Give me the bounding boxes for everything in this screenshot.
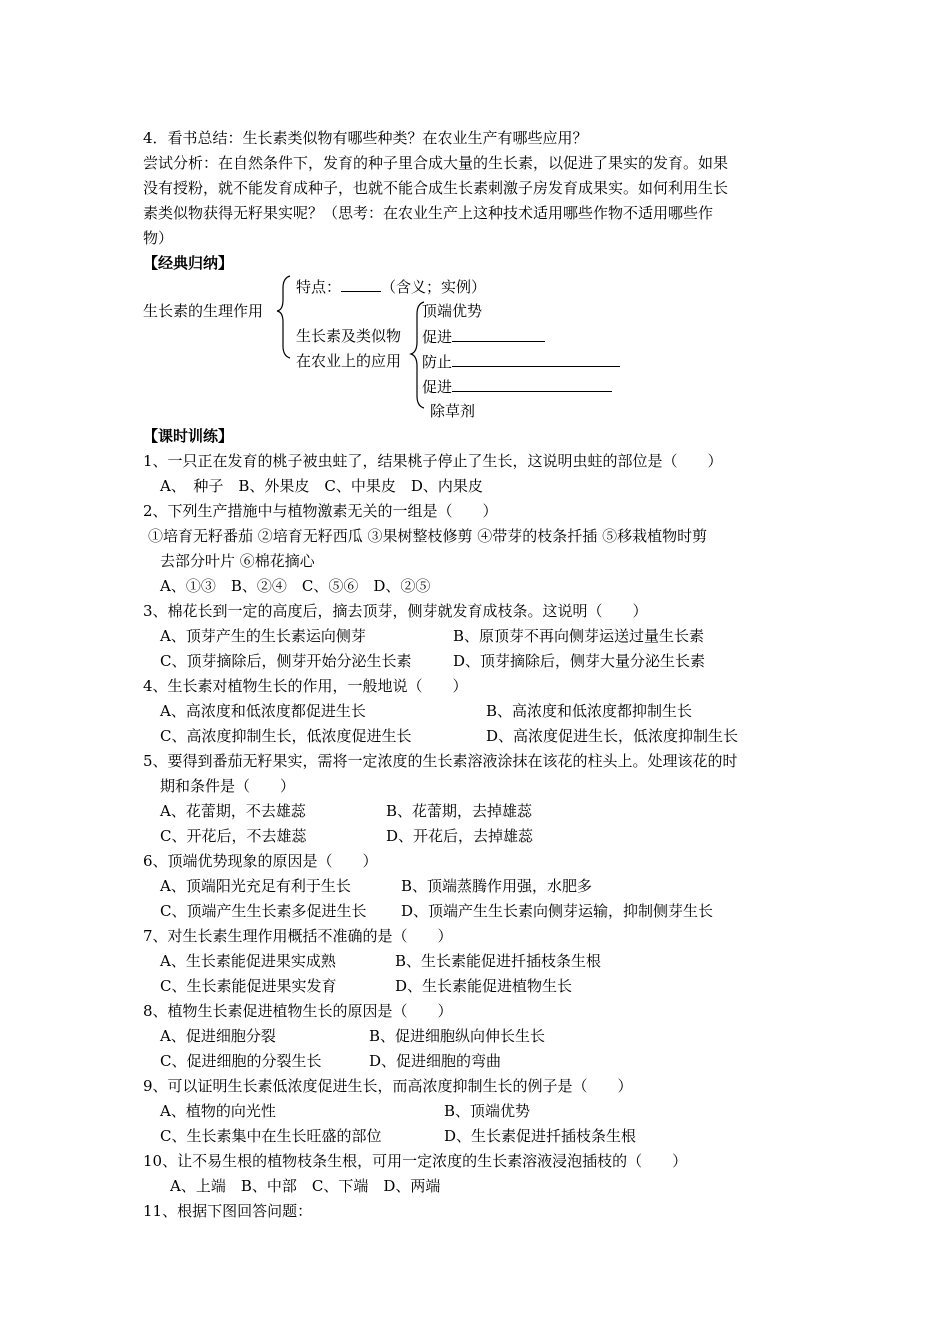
option-row — [160, 1025, 546, 1049]
question-stem: 4、生长素对植物生长的作用，一般地说（ ） — [143, 677, 468, 695]
option: C、高浓度抑制生长，低浓度促进生长 — [160, 727, 412, 745]
option: A、高浓度和低浓度都促进生长 — [160, 702, 366, 720]
option: A、植物的向光性 — [160, 1102, 276, 1120]
option: C、生长素集中在生长旺盛的部位 — [160, 1127, 382, 1145]
question-stem: 9、可以证明生长素低浓度促进生长，而高浓度抑制生长的例子是（ ） — [143, 1077, 633, 1095]
question-stem: 期和条件是（ ） — [160, 777, 296, 795]
option: B、高浓度和低浓度都抑制生长 — [486, 702, 693, 720]
option: D、开花后，去掉雄蕊 — [386, 827, 534, 845]
app-item — [422, 375, 612, 398]
option-row — [160, 825, 534, 849]
analysis-line: 尝试分析：在自然条件下，发育的种子里合成大量的生长素，以促进了果实的发育。如果 — [143, 154, 729, 172]
analysis-line: 物） — [143, 229, 174, 247]
app-blank — [452, 325, 545, 342]
feature-note: （含义；实例） — [381, 278, 487, 296]
section4-question: 4．看书总结：生长素类似物有哪些种类？在农业生产有哪些应用？ — [143, 129, 588, 147]
option-row — [160, 1100, 531, 1124]
summary-heading: 【经典归纳】 — [143, 254, 234, 272]
analysis-line: 素类似物获得无籽果实呢？（思考：在农业生产上这种技术适用哪些作物不适用哪些作 — [143, 204, 714, 222]
option-row — [160, 1125, 637, 1149]
option: A、生长素能促进果实成熟 — [160, 952, 336, 970]
question-stem: 5、要得到番茄无籽果实，需将一定浓度的生长素溶液涂抹在该花的柱头上。处理该花的时 — [143, 752, 738, 770]
app-item — [422, 350, 620, 373]
option: D、高浓度促进生长，低浓度抑制生长 — [486, 727, 739, 745]
option-row — [160, 650, 706, 674]
option: C、顶端产生生长素多促进生长 — [160, 902, 367, 920]
question-stem: 6、顶端优势现象的原因是（ ） — [143, 852, 378, 870]
feature-blank — [341, 275, 381, 292]
feature-item — [296, 275, 486, 298]
option-row — [160, 875, 593, 899]
option-row — [160, 1050, 502, 1074]
option-row — [160, 625, 705, 649]
question-options: A、①③ B、②④ C、⑤⑥ D、②⑤ — [160, 577, 431, 595]
option: A、顶芽产生的生长素运向侧芽 — [160, 627, 366, 645]
option-row — [160, 725, 739, 749]
question-stem: 8、植物生长素促进植物生长的原因是（ ） — [143, 1002, 453, 1020]
option: B、顶端蒸腾作用强，水肥多 — [401, 877, 593, 895]
question-stem: 7、对生长素生理作用概括不准确的是（ ） — [143, 927, 453, 945]
option-row — [160, 950, 602, 974]
option: D、顶芽摘除后，侧芽大量分泌生长素 — [453, 652, 706, 670]
option: C、顶芽摘除后，侧芽开始分泌生长素 — [160, 652, 412, 670]
option: A、促进细胞分裂 — [160, 1027, 276, 1045]
option: B、促进细胞纵向伸长生长 — [369, 1027, 546, 1045]
option: B、花蕾期，去掉雄蕊 — [386, 802, 533, 820]
option-row — [160, 800, 533, 824]
option: D、促进细胞的弯曲 — [369, 1052, 502, 1070]
question-stem: 11、根据下图回答问题： — [143, 1202, 313, 1220]
app-blank — [452, 350, 620, 367]
question-options: A、 种子 B、外果皮 C、中果皮 D、内果皮 — [160, 477, 483, 495]
app-item — [422, 325, 545, 348]
option: A、顶端阳光充足有利于生长 — [160, 877, 351, 895]
app-item: 顶端优势 — [422, 302, 483, 320]
option: C、生长素能促进果实发育 — [160, 977, 337, 995]
app-blank — [452, 375, 612, 392]
option: B、顶端优势 — [444, 1102, 531, 1120]
app-item-label: 防止 — [422, 353, 453, 371]
option: B、生长素能促进扦插枝条生根 — [395, 952, 602, 970]
option-row — [160, 900, 714, 924]
option-row — [160, 700, 693, 724]
analysis-line: 没有授粉，就不能发育成种子，也就不能合成生长素刺激子房发育成果实。如何利用生长 — [143, 179, 729, 197]
question-stem: 2、下列生产措施中与植物激素无关的一组是（ ） — [143, 502, 498, 520]
question-stem: 3、棉花长到一定的高度后，摘去顶芽，侧芽就发育成枝条。这说明（ ） — [143, 602, 648, 620]
app-item: 除草剂 — [430, 402, 476, 420]
option: D、生长素促进扦插枝条生根 — [444, 1127, 637, 1145]
option: B、原顶芽不再向侧芽运送过量生长素 — [453, 627, 705, 645]
app-label-line1: 生长素及类似物 — [296, 327, 402, 345]
app-label-line2: 在农业上的应用 — [296, 352, 402, 370]
question-extra: ①培育无籽番茄 ②培育无籽西瓜 ③果树整枝修剪 ④带芽的枝条扦插 ⑤移栽植物时剪 — [148, 527, 708, 545]
question-extra: 去部分叶片 ⑥棉花摘心 — [160, 552, 315, 570]
app-item-label: 促进 — [422, 328, 453, 346]
option: A、花蕾期，不去雄蕊 — [160, 802, 306, 820]
question-stem: 1、一只正在发育的桃子被虫蛀了，结果桃子停止了生长，这说明虫蛀的部位是（ ） — [143, 452, 723, 470]
question-options: A、上端 B、中部 C、下端 D、两端 — [170, 1177, 441, 1195]
question-stem: 10、让不易生根的植物枝条生根，可用一定浓度的生长素溶液浸泡插枝的（ ） — [143, 1152, 688, 1170]
main-brace — [277, 276, 290, 358]
option: C、促进细胞的分裂生长 — [160, 1052, 322, 1070]
app-item-label: 促进 — [422, 378, 453, 396]
feature-label: 特点： — [296, 278, 342, 296]
option: C、开花后，不去雄蕊 — [160, 827, 307, 845]
option: D、顶端产生生长素向侧芽运输，抑制侧芽生长 — [401, 902, 714, 920]
diagram-root: 生长素的生理作用 — [143, 302, 264, 320]
option: D、生长素能促进植物生长 — [395, 977, 573, 995]
option-row — [160, 975, 573, 999]
practice-heading: 【课时训练】 — [143, 427, 234, 445]
